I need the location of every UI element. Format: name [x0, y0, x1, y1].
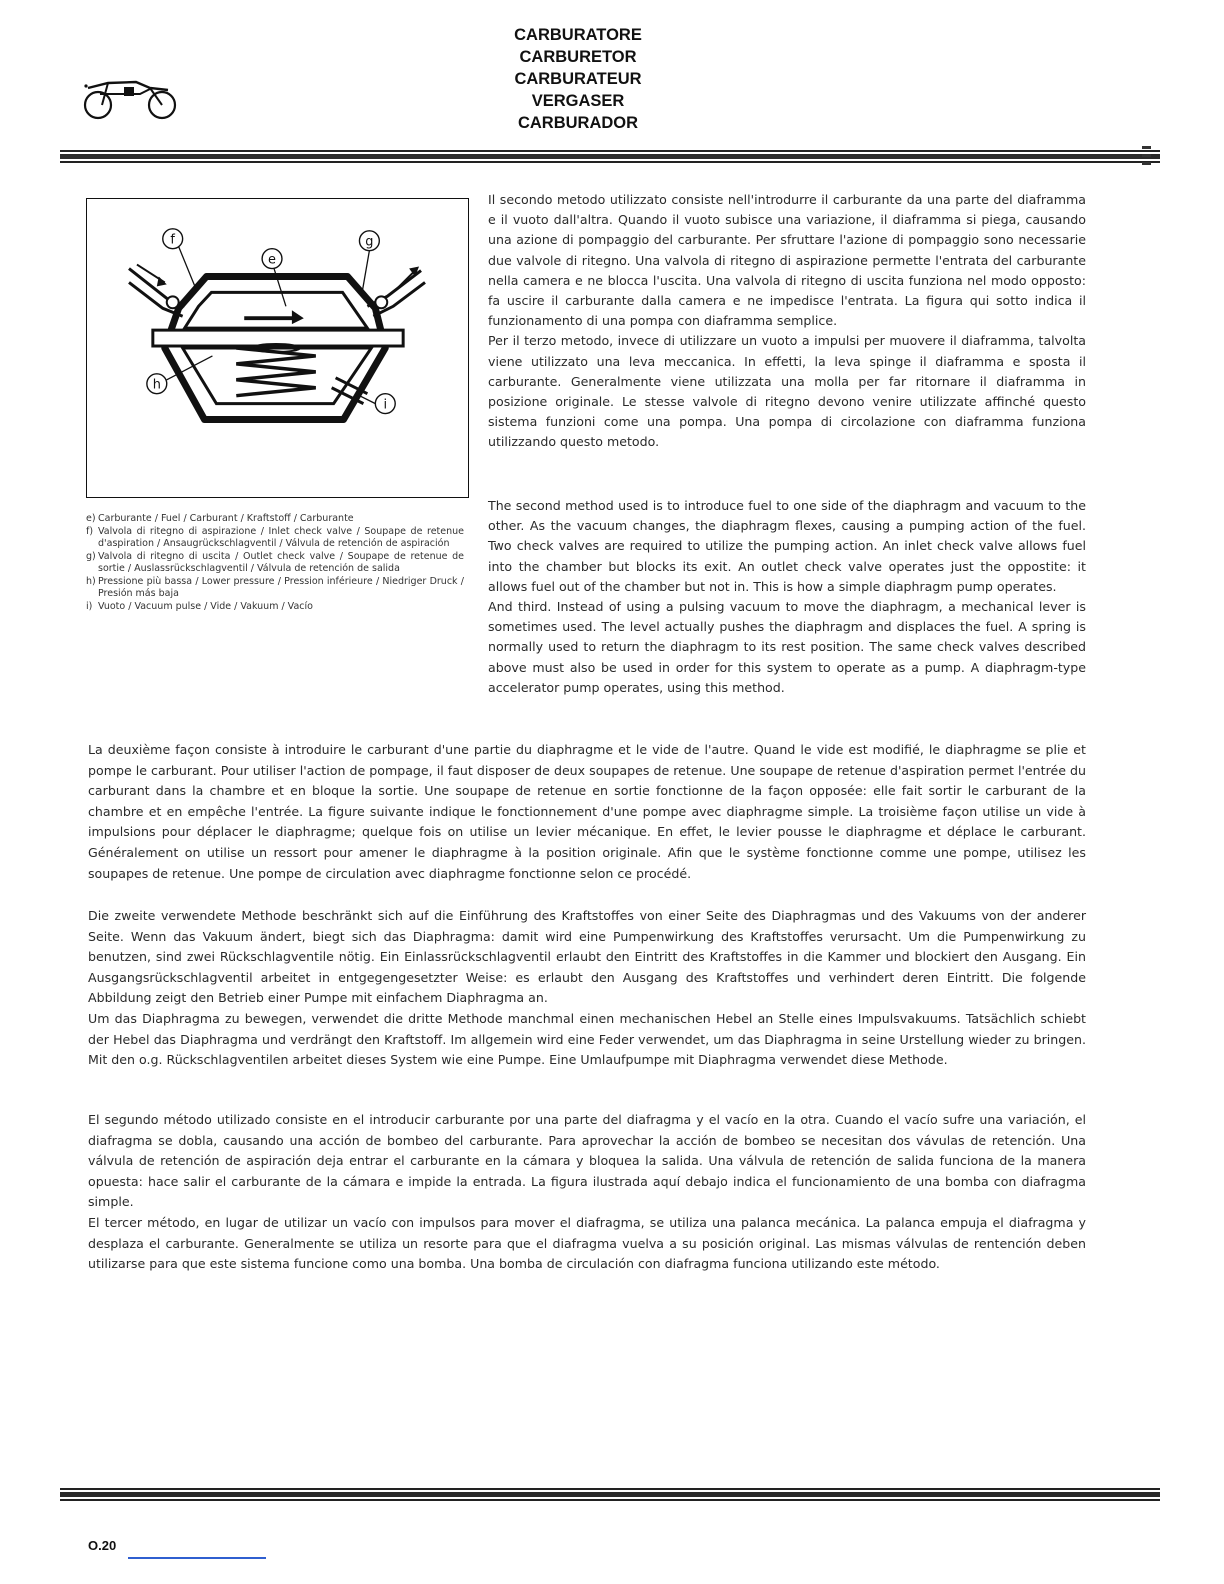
- italian-paragraph: Per il terzo metodo, invece di utilizzare un vuoto a impulsi per muovere il diaframma, talvolta viene utilizzato una leva meccanica. In effetti, la leva spinge il diaframma e sposta il carburante. Generalmente viene utilizzata una molla per far ritornare il diaframma in posizione originale. Le stesse valvole di ritegno devono venire utilizzate affinché questo sistema funzioni come una pompa. Una pompa di circolazione con diaframma funziona utilizzando questo metodo.: [488, 333, 1086, 450]
- footer-rule: [60, 1488, 1160, 1503]
- legend-text: Valvola di ritegno di aspirazione / Inlet check valve / Soupape de retenue d'aspiration / Ansaugrückschlagventil / Válvula de retención de aspiración: [98, 525, 464, 549]
- legend-key: f): [86, 525, 94, 537]
- legend-text: Carburante / Fuel / Carburant / Kraftstoff / Carburante: [98, 513, 354, 524]
- callout-h-label: h: [152, 377, 161, 393]
- title-spanish: CARBURADOR: [517, 114, 639, 132]
- side-marks: [1142, 146, 1152, 170]
- legend-key: g): [86, 550, 96, 562]
- legend-item: [86, 526, 464, 551]
- callout-i: [375, 394, 395, 414]
- legend-text: Vuoto / Vacuum pulse / Vide / Vakuum / Vacío: [98, 600, 313, 612]
- figure-legend: [86, 513, 464, 613]
- legend-item: [86, 513, 464, 526]
- page-link-underline[interactable]: [128, 1557, 266, 1559]
- legend-key: h): [86, 575, 96, 587]
- german-text: [88, 906, 1086, 1071]
- title-french: CARBURATEUR: [514, 70, 642, 88]
- spanish-paragraph: El tercer método, en lugar de utilizar un vacío con impulsos para mover el diafragma, se utiliza una palanca mecánica. La palanca empuja el diafragma y desplaza el carburante. Generalmente se utiliza un resorte para que el diafragma vuelva a su posición original. Las mismas válvulas de rentención deben utilizarse para que este sistema funcione como una bomba. Una bomba de circulación con diafragma funciona utilizando este método.: [88, 1214, 1086, 1272]
- page-title-block: [430, 24, 726, 134]
- callout-g-label: g: [365, 234, 374, 250]
- callout-f-label: f: [170, 232, 175, 248]
- callout-f: [163, 229, 183, 249]
- title-german: VERGASER: [531, 92, 625, 110]
- legend-item: [86, 576, 464, 601]
- callout-g: [359, 231, 379, 251]
- callout-e-label: e: [268, 252, 277, 268]
- legend-key: i): [86, 600, 93, 612]
- spanish-text: [88, 1110, 1086, 1275]
- italian-paragraph: Il secondo metodo utilizzato consiste nell'introdurre il carburante da una parte del diaframma e il vuoto dall'altra. Quando il vuoto subisce una variazione, il diaframma si piega, causando una azione di pompaggio del carburante. Per sfruttare l'azione di pompaggio sono necessarie due valvole di ritegno. Una valvola di ritegno di aspirazione permette l'entrata del carburante nella camera e ne blocca l'uscita. Una valvola di ritegno di uscita funziona nel modo opposto: fa uscire il carburante dalla camera e ne impedisce l'entrata. La figura qui sotto indica il funzionamento di una pompa con diaframma semplice.: [488, 192, 1086, 329]
- french-text: [88, 740, 1086, 884]
- legend-item: [86, 601, 464, 614]
- header-rule: [60, 150, 1160, 165]
- french-paragraph: La deuxième façon consiste à introduire le carburant d'une partie du diaphragme et le vide de l'autre. Quand le vide est modifié, le diaphragme se plie et pompe le carburant. Pour utiliser l'action de pompage, il faut disposer de deux soupapes de retenue. Une soupape de retenue d'aspiration permet l'entrée du carburant dans la chambre et en bloque la sortie. Une soupape de retenue en sortie fonctionne de la façon opposée: elle fait sortir le carburant de la chambre et en empêche l'entrée. La figure suivante indique le fonctionnement d'une pompe avec diaphragme simple. La troisième façon utilise un vide à impulsions pour déplacer le diaphragme; quelque fois on utilise un levier mécanique. En effet, le levier pousse le diaphragme et déplace le carburant. Généralement on utilise un ressort pour amener le diaphragme à la position originale. Afin que le système fonctionne comme une pompe, utilisez les soupapes de retenue. Une pompe de circulation avec diaphragme fonctionne selon ce procédé.: [88, 742, 1086, 881]
- legend-text: Valvola di ritegno di uscita / Outlet check valve / Soupape de retenue de sortie / Auslassrückschlagventil / Válvula de retención de salida: [98, 550, 464, 574]
- callout-e: [262, 249, 282, 269]
- legend-text: Pressione più bassa / Lower pressure / Pression inférieure / Niedriger Druck / Presión más baja: [98, 575, 464, 599]
- english-text: [488, 496, 1086, 698]
- english-paragraph: And third. Instead of using a pulsing vacuum to move the diaphragm, a mechanical lever is sometimes used. The level actually pushes the diaphragm and displaces the fuel. A spring is normally used to return the diaphragm to its rest position. The same check valves described above must also be used in order for this system to operate as a pump. A diaphragm-type accelerator pump operates, using this method.: [488, 599, 1086, 695]
- callout-h: [147, 374, 167, 394]
- callout-i-label: i: [383, 397, 388, 413]
- legend-item: [86, 551, 464, 576]
- german-paragraph: Die zweite verwendete Methode beschränkt sich auf die Einführung des Kraftstoffes von einer Seite des Diaphragmas und des Vakuums von der anderer Seite. Wenn das Vakuum ändert, biegt sich das Diaphragma: damit wird eine Pumpenwirkung des Kraftstoffes verursacht. Um die Pumpenwirkung zu benutzen, sind zwei Rückschlagventile nötig. Ein Einlassrückschlagventil erlaubt den Eintritt des Kraftstoffes in die Kammer und blockiert den Ausgang. Ein Ausgangsrückschlagventil arbeitet in entgegengesetzter Weise: es erlaubt den Ausgang des Kraftstoffes und verhindert deren Eintritt. Die folgende Abbildung zeigt den Betrieb einer Pumpe mit einfachem Diaphragma an.: [88, 908, 1086, 1006]
- diaphragm-pump-figure: [86, 198, 469, 498]
- motorcycle-icon: [80, 72, 180, 122]
- title-english: CARBURETOR: [519, 48, 637, 66]
- italian-text: [488, 190, 1086, 453]
- spanish-paragraph: El segundo método utilizado consiste en el introducir carburante por una parte del diafragma y el vacío en la otra. Cuando el vacío sufre una variación, el diafragma se dobla, causando una acción de bombeo del carburante. Para aprovechar la acción de bombeo se necesitan dos vávulas de retención. Una válvula de retención de aspiración deja entrar el carburante en la cámara y bloquea la salida. Una válvula de retención de salida funciona de la manera opuesta: hace salir el carburante de la cámara e impide la entrada. La figura ilustrada aquí debajo indica el funcionamiento de una bomba con diafragma simple.: [88, 1112, 1086, 1210]
- german-paragraph: Um das Diaphragma zu bewegen, verwendet die dritte Methode manchmal einen mechanischen Hebel an Stelle eines Impulsvakuums. Tatsächlich schiebt der Hebel das Diaphragma und verdrängt den Kraftstoff. Im allgemein wird eine Feder verwendet, um das Diaphragma in seine Urstellung wieder zu bringen. Mit den o.g. Rückschlagventilen arbeitet dieses System wie eine Pumpe. Eine Umlaufpumpe mit Diaphragma verwendet diese Methode.: [88, 1010, 1086, 1068]
- page-number: O.20: [88, 1538, 117, 1553]
- english-paragraph: The second method used is to introduce fuel to one side of the diaphragm and vacuum to the other. As the vacuum changes, the diaphragm flexes, causing a pumping action of the fuel. Two check valves are required to utilize the pumping action. An inlet check valve allows fuel into the chamber but blocks its exit. An outlet check valve operates just the oppostite: it allows fuel out of the chamber but not in. This is how a simple diaphragm pump operates.: [488, 498, 1086, 594]
- title-italian: CARBURATORE: [514, 26, 642, 44]
- legend-key: e): [86, 513, 96, 524]
